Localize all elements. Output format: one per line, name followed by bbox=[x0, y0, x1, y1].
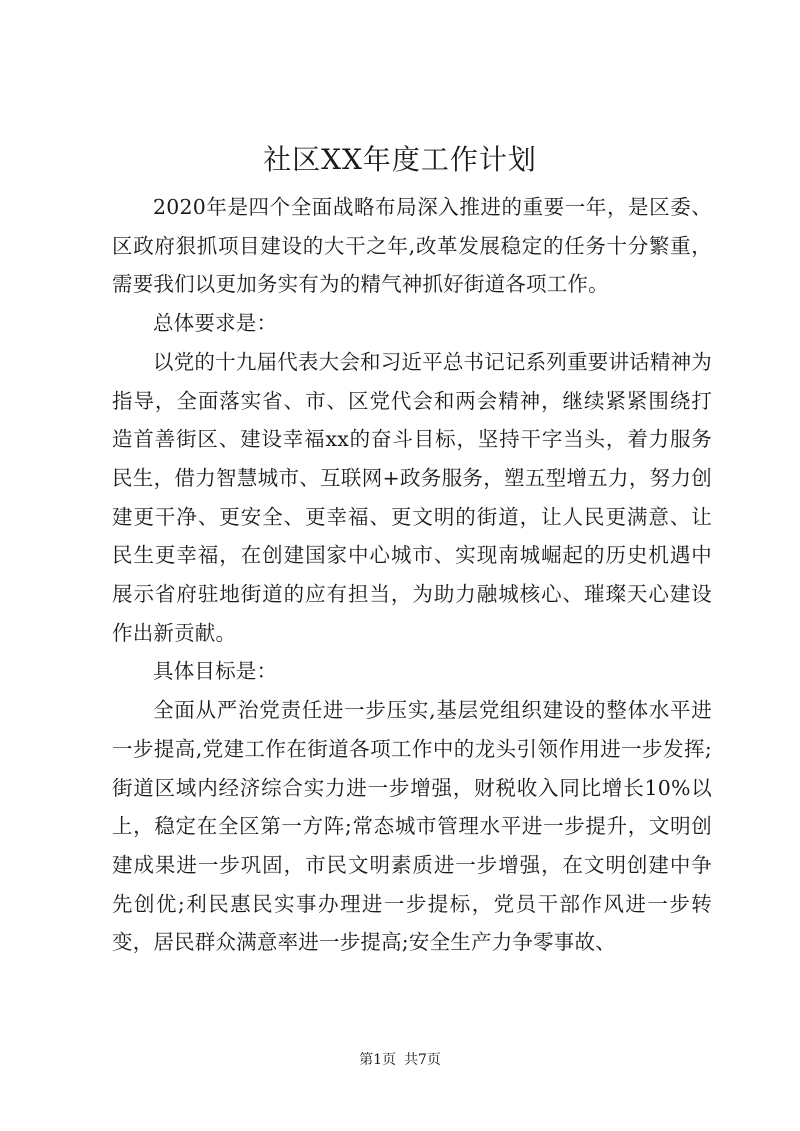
paragraph-overall-requirements: 以党的十九届代表大会和习近平总书记记系列重要讲话精神为指导，全面落实省、市、区党代会和两会精神，继续紧紧围绕打造首善街区、建设幸福xx的奋斗目标，坚持干字当头，着力服务民生，借力智慧城市、互联网+政务服务，塑五型增五力，努力创建更干净、更安全、更幸福、更文明的街道，让人民更满意、让民生更幸福，在创建国家中心城市、实现南城崛起的历史机遇中展示省府驻地街道的应有担当，为助力融城核心、璀璨天心建设作出新贡献。 bbox=[112, 349, 712, 645]
page-number: 第1页 bbox=[359, 1052, 396, 1068]
paragraph-overall-heading: 总体要求是： bbox=[153, 311, 278, 336]
document-title: 社区XX年度工作计划 bbox=[263, 143, 537, 176]
page-footer bbox=[0, 1050, 800, 1070]
paragraph-specific-heading: 具体目标是： bbox=[153, 659, 278, 684]
document-body bbox=[112, 188, 712, 962]
page-total: 共7页 bbox=[404, 1052, 441, 1068]
paragraph-specific-goals: 全面从严治党责任进一步压实,基层党组织建设的整体水平进一步提高,党建工作在街道各项工作中的龙头引领作用进一步发挥;街道区域内经济综合实力进一步增强，财税收入同比增长10%以上，稳定在全区第一方阵;常态城市管理水平进一步提升，文明创建成果进一步巩固，市民文明素质进一步增强，在文明创建中争先创优;利民惠民实事办理进一步提标，党员干部作风进一步转变，居民群众满意率进一步提高;安全生产力争零事故、 bbox=[112, 698, 712, 955]
paragraph-intro: 2020年是四个全面战略布局深入推进的重要一年，是区委、区政府狠抓项目建设的大干之年,改革发展稳定的任务十分繁重，需要我们以更加务实有为的精气神抓好街道各项工作。 bbox=[112, 195, 712, 297]
